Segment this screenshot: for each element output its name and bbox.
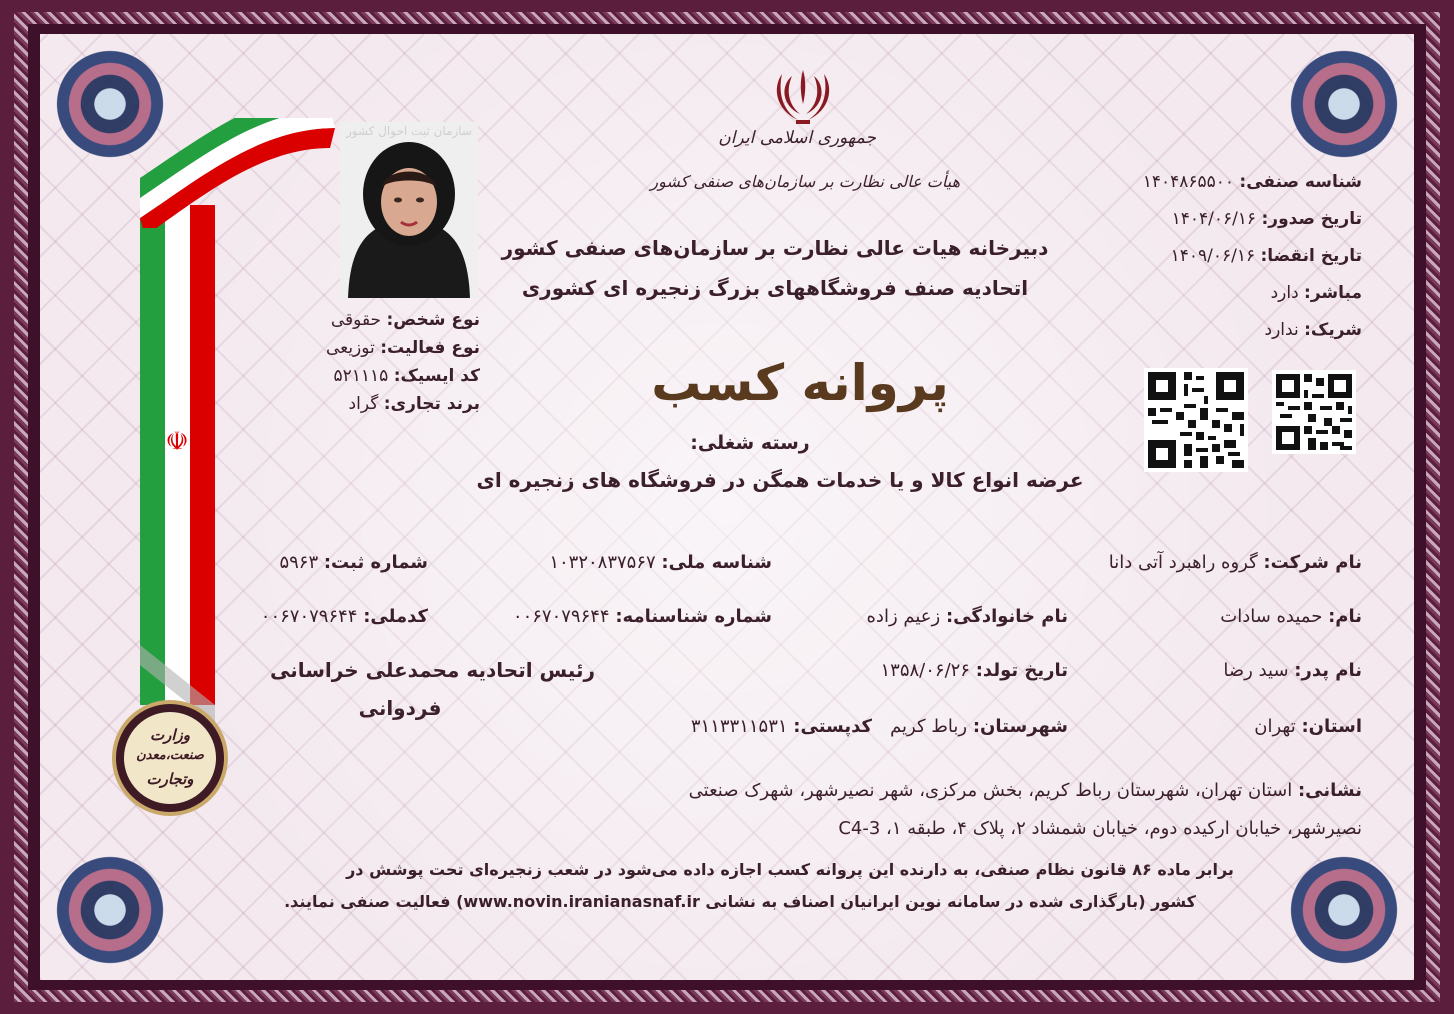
iran-emblem-icon bbox=[770, 66, 836, 126]
agent-row: مباشر: دارد bbox=[1270, 283, 1362, 303]
brand-row: برند تجاری: گراد bbox=[348, 394, 480, 414]
seal-line-3: وتجارت bbox=[146, 770, 194, 788]
category-label: رسته شغلی: bbox=[690, 432, 810, 454]
category-value: عرضه انواع کالا و یا خدمات همگن در فروشگاه های زنجیره ای bbox=[476, 468, 1084, 492]
address-line-1: نشانی: استان تهران، شهرستان رباط کریم، بخش مرکزی، شهر نصیرشهر، شهرک صنعتی bbox=[688, 780, 1362, 801]
qr-code-1 bbox=[1144, 368, 1248, 472]
father-name-field: نام پدر: سید رضا bbox=[1223, 660, 1362, 681]
isic-code-row: کد ایسیک: ۵۲۱۱۱۵ bbox=[333, 366, 480, 386]
secretariat-title: دبیرخانه هیات عالی نظارت بر سازمان‌های صنفی کشور bbox=[501, 236, 1049, 260]
qr-code-1-icon bbox=[1144, 368, 1248, 472]
person-type-row: نوع شخص: حقوقی bbox=[330, 310, 480, 330]
board-name: هیأت عالی نظارت بر سازمان‌های صنفی کشور bbox=[650, 172, 960, 191]
city-field: شهرستان: رباط کریم bbox=[890, 716, 1068, 737]
province-field: استان: تهران bbox=[1254, 716, 1362, 737]
corner-ornament-top-right bbox=[1284, 44, 1404, 164]
activity-type-row: نوع فعالیت: توزیعی bbox=[325, 338, 480, 358]
company-field: نام شرکت: گروه راهبرد آتی دانا bbox=[1108, 552, 1362, 573]
ministry-seal bbox=[112, 700, 228, 816]
expiry-date-row: تاریخ انقضا: ۱۴۰۹/۰۶/۱۶ bbox=[1170, 246, 1362, 266]
signatory-line-2: فردوانی bbox=[358, 696, 442, 720]
corner-ornament-bottom-left bbox=[50, 850, 170, 970]
person-info bbox=[300, 310, 480, 422]
issue-date-row: تاریخ صدور: ۱۴۰۴/۰۶/۱۶ bbox=[1171, 209, 1362, 229]
id-number-field: شماره شناسنامه: ۰۰۶۷۰۷۹۶۴۴ bbox=[512, 606, 772, 627]
qr-code-2-icon bbox=[1272, 370, 1356, 454]
registration-field: شماره ثبت: ۵۹۶۳ bbox=[279, 552, 428, 573]
union-title: اتحادیه صنف فروشگاههای بزرگ زنجیره ای کشوری bbox=[521, 276, 1029, 300]
holder-photo bbox=[340, 122, 478, 298]
footer-line-1: برابر ماده ۸۶ قانون نظام صنفی، به دارنده این پروانه کسب اجازه داده می‌شود در شعب زنجیره‌ای تحت پوشش در bbox=[346, 860, 1234, 879]
flag-wave bbox=[140, 118, 335, 228]
partner-row: شریک: ندارد bbox=[1264, 320, 1362, 340]
photo-watermark: سازمان ثبت احوال کشور bbox=[345, 124, 472, 138]
signatory-line-1: رئیس اتحادیه محمدعلی خراسانی bbox=[270, 658, 595, 682]
person-portrait-icon bbox=[340, 122, 478, 298]
national-id-field: شناسه ملی: ۱۰۳۲۰۸۳۷۵۶۷ bbox=[549, 552, 772, 573]
address-line-2: نصیرشهر، خیابان ارکیده دوم، خیابان شمشاد ۲، پلاک ۴، طبقه ۱، C4-3 bbox=[838, 818, 1362, 839]
birth-date-field: تاریخ تولد: ۱۳۵۸/۰۶/۲۶ bbox=[880, 660, 1068, 681]
svg-text:☫: ☫ bbox=[165, 427, 189, 457]
qr-code-2 bbox=[1272, 370, 1356, 454]
certificate-title: پروانه کسب bbox=[651, 354, 949, 412]
postal-code-field: کدپستی: ۳۱۱۳۳۱۱۵۳۱ bbox=[690, 716, 872, 737]
national-code-field: کدملی: ۰۰۶۷۰۷۹۶۴۴ bbox=[260, 606, 428, 627]
guild-id-row: شناسه صنفی: ۱۴۰۴۸۶۵۵۰۰ bbox=[1142, 172, 1362, 192]
ministry-seal-inner bbox=[124, 712, 216, 804]
last-name-field: نام خانوادگی: زعیم زاده bbox=[866, 606, 1068, 627]
seal-line-2: صنعت،معدن bbox=[136, 748, 204, 763]
license-info bbox=[1100, 172, 1362, 357]
seal-line-1: وزارت bbox=[149, 726, 191, 744]
country-name: جمهوری اسلامی ایران bbox=[718, 128, 876, 148]
footer-line-2: کشور (بارگذاری شده در سامانه نوین ایرانیان اصناف به نشانی www.novin.iranianasnaf.ir) فعالیت صنفی نمایند. bbox=[284, 892, 1196, 911]
first-name-field: نام: حمیده سادات bbox=[1220, 606, 1362, 627]
iran-flag-ribbon bbox=[110, 205, 225, 725]
